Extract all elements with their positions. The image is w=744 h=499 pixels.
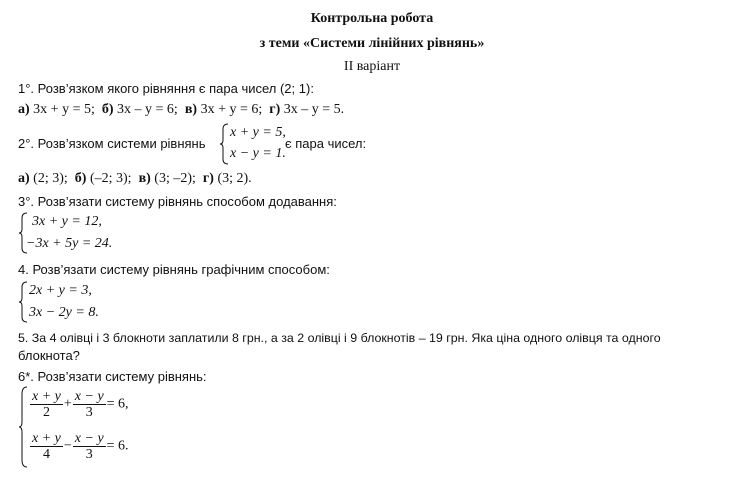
task2-option-d: (3; 2). <box>213 171 252 186</box>
task4-question: 4. Розв’язати систему рівнянь графічним способом: <box>18 262 330 277</box>
task1-option-c-letter: в) <box>184 102 198 117</box>
task2-option-a-letter: а) <box>18 171 30 186</box>
task4-eq1: 2x + y = 3, <box>29 283 92 298</box>
task1-option-a-letter: а) <box>18 102 30 117</box>
task3-question: 3°. Розв’язати систему рівнянь способом додавання: <box>18 194 337 209</box>
task2-question-post: є пара чисел: <box>285 136 367 151</box>
task3-eq2: −3x + 5y = 24. <box>26 236 113 251</box>
task6-eq2 <box>29 431 129 462</box>
rhs: = 6. <box>106 438 129 454</box>
task2-options <box>18 171 252 187</box>
fraction <box>73 389 106 420</box>
numerator: x + y <box>32 431 61 446</box>
fraction <box>30 431 63 462</box>
task2-option-b: (–2; 3); <box>86 171 132 186</box>
task1-option-d-letter: г) <box>269 102 281 117</box>
task6-eq1 <box>29 389 129 420</box>
task2-eq1: x + y = 5, <box>230 125 286 140</box>
page-subtitle: з теми «Системи лінійних рівнянь» <box>259 36 485 51</box>
fraction <box>30 389 63 420</box>
brace-icon <box>18 386 28 468</box>
task1-option-a: 3х + у = 5; <box>29 102 95 117</box>
brace-icon <box>219 123 229 165</box>
task5-line1: 5. За 4 олівці і 3 блокноти заплатили 8 грн., а за 2 олівці і 9 блокнотів – 19 грн. Яка ціна одного олівця та одного <box>18 331 661 345</box>
task6-system <box>18 386 148 468</box>
task4-system <box>18 281 128 323</box>
task6-question: 6*. Розв’язати систему рівнянь: <box>18 369 207 384</box>
brace-icon <box>18 281 28 323</box>
task2-question-pre: 2°. Розв’язком системи рівнянь <box>18 136 206 151</box>
numerator: x + y <box>32 389 61 404</box>
task1-option-c: 3х + у = 6; <box>197 102 263 117</box>
operator: + <box>63 396 72 412</box>
task2-option-c-letter: в) <box>138 171 151 186</box>
denominator: 3 <box>85 405 93 420</box>
task2-option-a: (2; 3); <box>29 171 68 186</box>
task1-question: 1°. Розв’язком якого рівняння є пара чисел (2; 1): <box>18 81 314 96</box>
task2-system <box>219 123 289 165</box>
numerator: x − y <box>74 389 104 404</box>
denominator: 2 <box>42 405 50 420</box>
task2-eq2: x − y = 1. <box>230 146 286 161</box>
task1-option-b: 3х – у = 6; <box>113 102 178 117</box>
task1-options <box>18 102 344 118</box>
task3-eq1: 3x + y = 12, <box>32 214 102 229</box>
task2-option-b-letter: б) <box>74 171 87 186</box>
task1-option-b-letter: б) <box>101 102 114 117</box>
task2-option-d-letter: г) <box>202 171 214 186</box>
numerator: x − y <box>74 431 104 446</box>
variant-label: ІІ варіант <box>343 59 401 74</box>
rhs: = 6, <box>106 396 129 412</box>
task2-option-c: (3; –2); <box>150 171 196 186</box>
task1-option-d: 3х – у = 5. <box>280 102 345 117</box>
denominator: 4 <box>42 447 50 462</box>
page-title: Контрольна робота <box>310 11 434 26</box>
task4-eq2: 3x − 2y = 8. <box>29 305 99 320</box>
fraction <box>73 431 106 462</box>
task3-system <box>18 212 128 254</box>
operator: − <box>63 438 72 454</box>
task5-line2: блокнота? <box>18 348 80 363</box>
denominator: 3 <box>85 447 93 462</box>
